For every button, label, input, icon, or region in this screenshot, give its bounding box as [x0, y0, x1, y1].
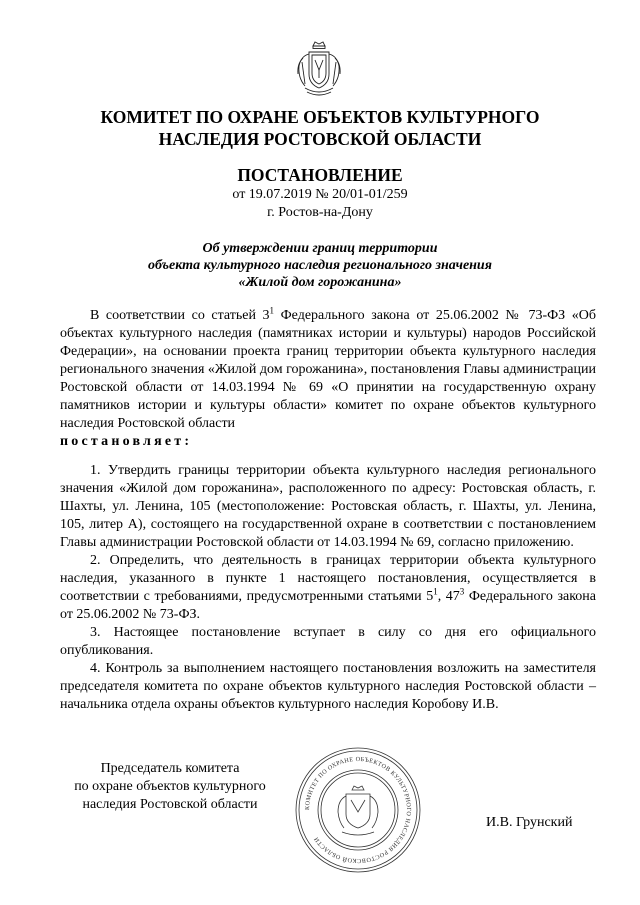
- item-3: 3. Настоящее постановление вступает в силу со дня его официального опубликования.: [60, 625, 596, 658]
- preamble-paragraph: [60, 307, 596, 451]
- item-1: 1. Утвердить границы территории объекта культурного наследия регионального значения «Жилой дом горожанина», расположенного по адресу: Ростовская область, г. Шахты, ул. Ленина, 105 (местоположение: Ростовская область, г. Шахты, ул. Ленина, 105, литер А), состоящего на государственной охране в соответствии с постановлением Главы администрации Ростовской области от 14.03.1994 № 69, согласно приложению.: [60, 463, 596, 550]
- item-4: 4. Контроль за выполнением настоящего постановления возложить на заместителя председателя комитета по охране объектов культурного наследия Ростовской области – начальника отдела охраны объектов культурного наследия Коробову И.В.: [60, 661, 596, 712]
- signatory-position-line1: Председатель комитета: [100, 761, 240, 776]
- item-2-part3: Федерального закона от 25.06.2002 № 73-ФЗ.: [60, 589, 597, 622]
- organization-title-line1: КОМИТЕТ ПО ОХРАНЕ ОБЪЕКТОВ КУЛЬТУРНОГО: [100, 107, 540, 127]
- organization-title: [60, 106, 580, 150]
- preamble-part1: В соответствии со статьей 3: [90, 308, 270, 323]
- seal-ring-text: КОМИТЕТ ПО ОХРАНЕ ОБЪЕКТОВ КУЛЬТУРНОГО НАСЛЕДИЯ РОСТОВСКОЙ ОБЛАСТИ: [303, 755, 413, 865]
- item-2-superscript1: 1: [433, 586, 438, 597]
- official-seal-icon: [294, 746, 422, 874]
- item-2: [60, 552, 596, 624]
- document-type: ПОСТАНОВЛЕНИЕ: [237, 165, 403, 185]
- signatory-position: [60, 760, 280, 814]
- subject-line1: Об утверждении границ территории: [202, 241, 438, 256]
- signatory-position-line2: по охране объектов культурного: [74, 779, 266, 794]
- subject-line2: объекта культурного наследия регионального значения: [148, 258, 492, 273]
- svg-text:КОМИТЕТ ПО ОХРАНЕ ОБЪЕКТОВ КУЛ: [304, 756, 412, 864]
- preamble-superscript: 1: [269, 305, 275, 316]
- preamble-part2: Федерального закона от 25.06.2002 № 73-ФЗ «Об объектах культурного наследия (памятниках истории и культуры) народов Российской Федерации», на основании проекта границ территории объекта культурного наследия регионального значения «Жилой дом горожанина», постановления Главы администрации Ростовской области от 14.03.1994 № 69 «О принятии на государственную охрану памятников истории и культуры области» комитет по охране объектов культурного наследия Ростовской области: [60, 308, 596, 431]
- organization-title-line2: НАСЛЕДИЯ РОСТОВСКОЙ ОБЛАСТИ: [158, 129, 482, 149]
- decree-word: постановляет:: [60, 434, 193, 449]
- subject-line3: «Жилой дом горожанина»: [238, 275, 402, 290]
- item-2-part1: 2. Определить, что деятельность в границах территории объекта культурного наследия, указанного в пункте 1 настоящего постановления, осуществляется в соответствии с требованиями, предусмотренными статьями 5: [60, 553, 596, 604]
- item-2-part2: , 47: [437, 589, 460, 604]
- signatory-position-line3: наследия Ростовской области: [82, 797, 258, 812]
- item-2-superscript2: 3: [459, 586, 465, 597]
- document-subject: [60, 240, 580, 291]
- coat-of-arms-icon: [293, 40, 345, 100]
- signatory-name: И.В. Грунский: [486, 815, 573, 830]
- items-block: [60, 462, 596, 714]
- document-date-number: от 19.07.2019 № 20/01-01/259: [232, 187, 408, 202]
- preamble-text: [60, 307, 596, 433]
- decree-paragraph: [60, 433, 596, 451]
- document-city: г. Ростов-на-Дону: [267, 205, 373, 220]
